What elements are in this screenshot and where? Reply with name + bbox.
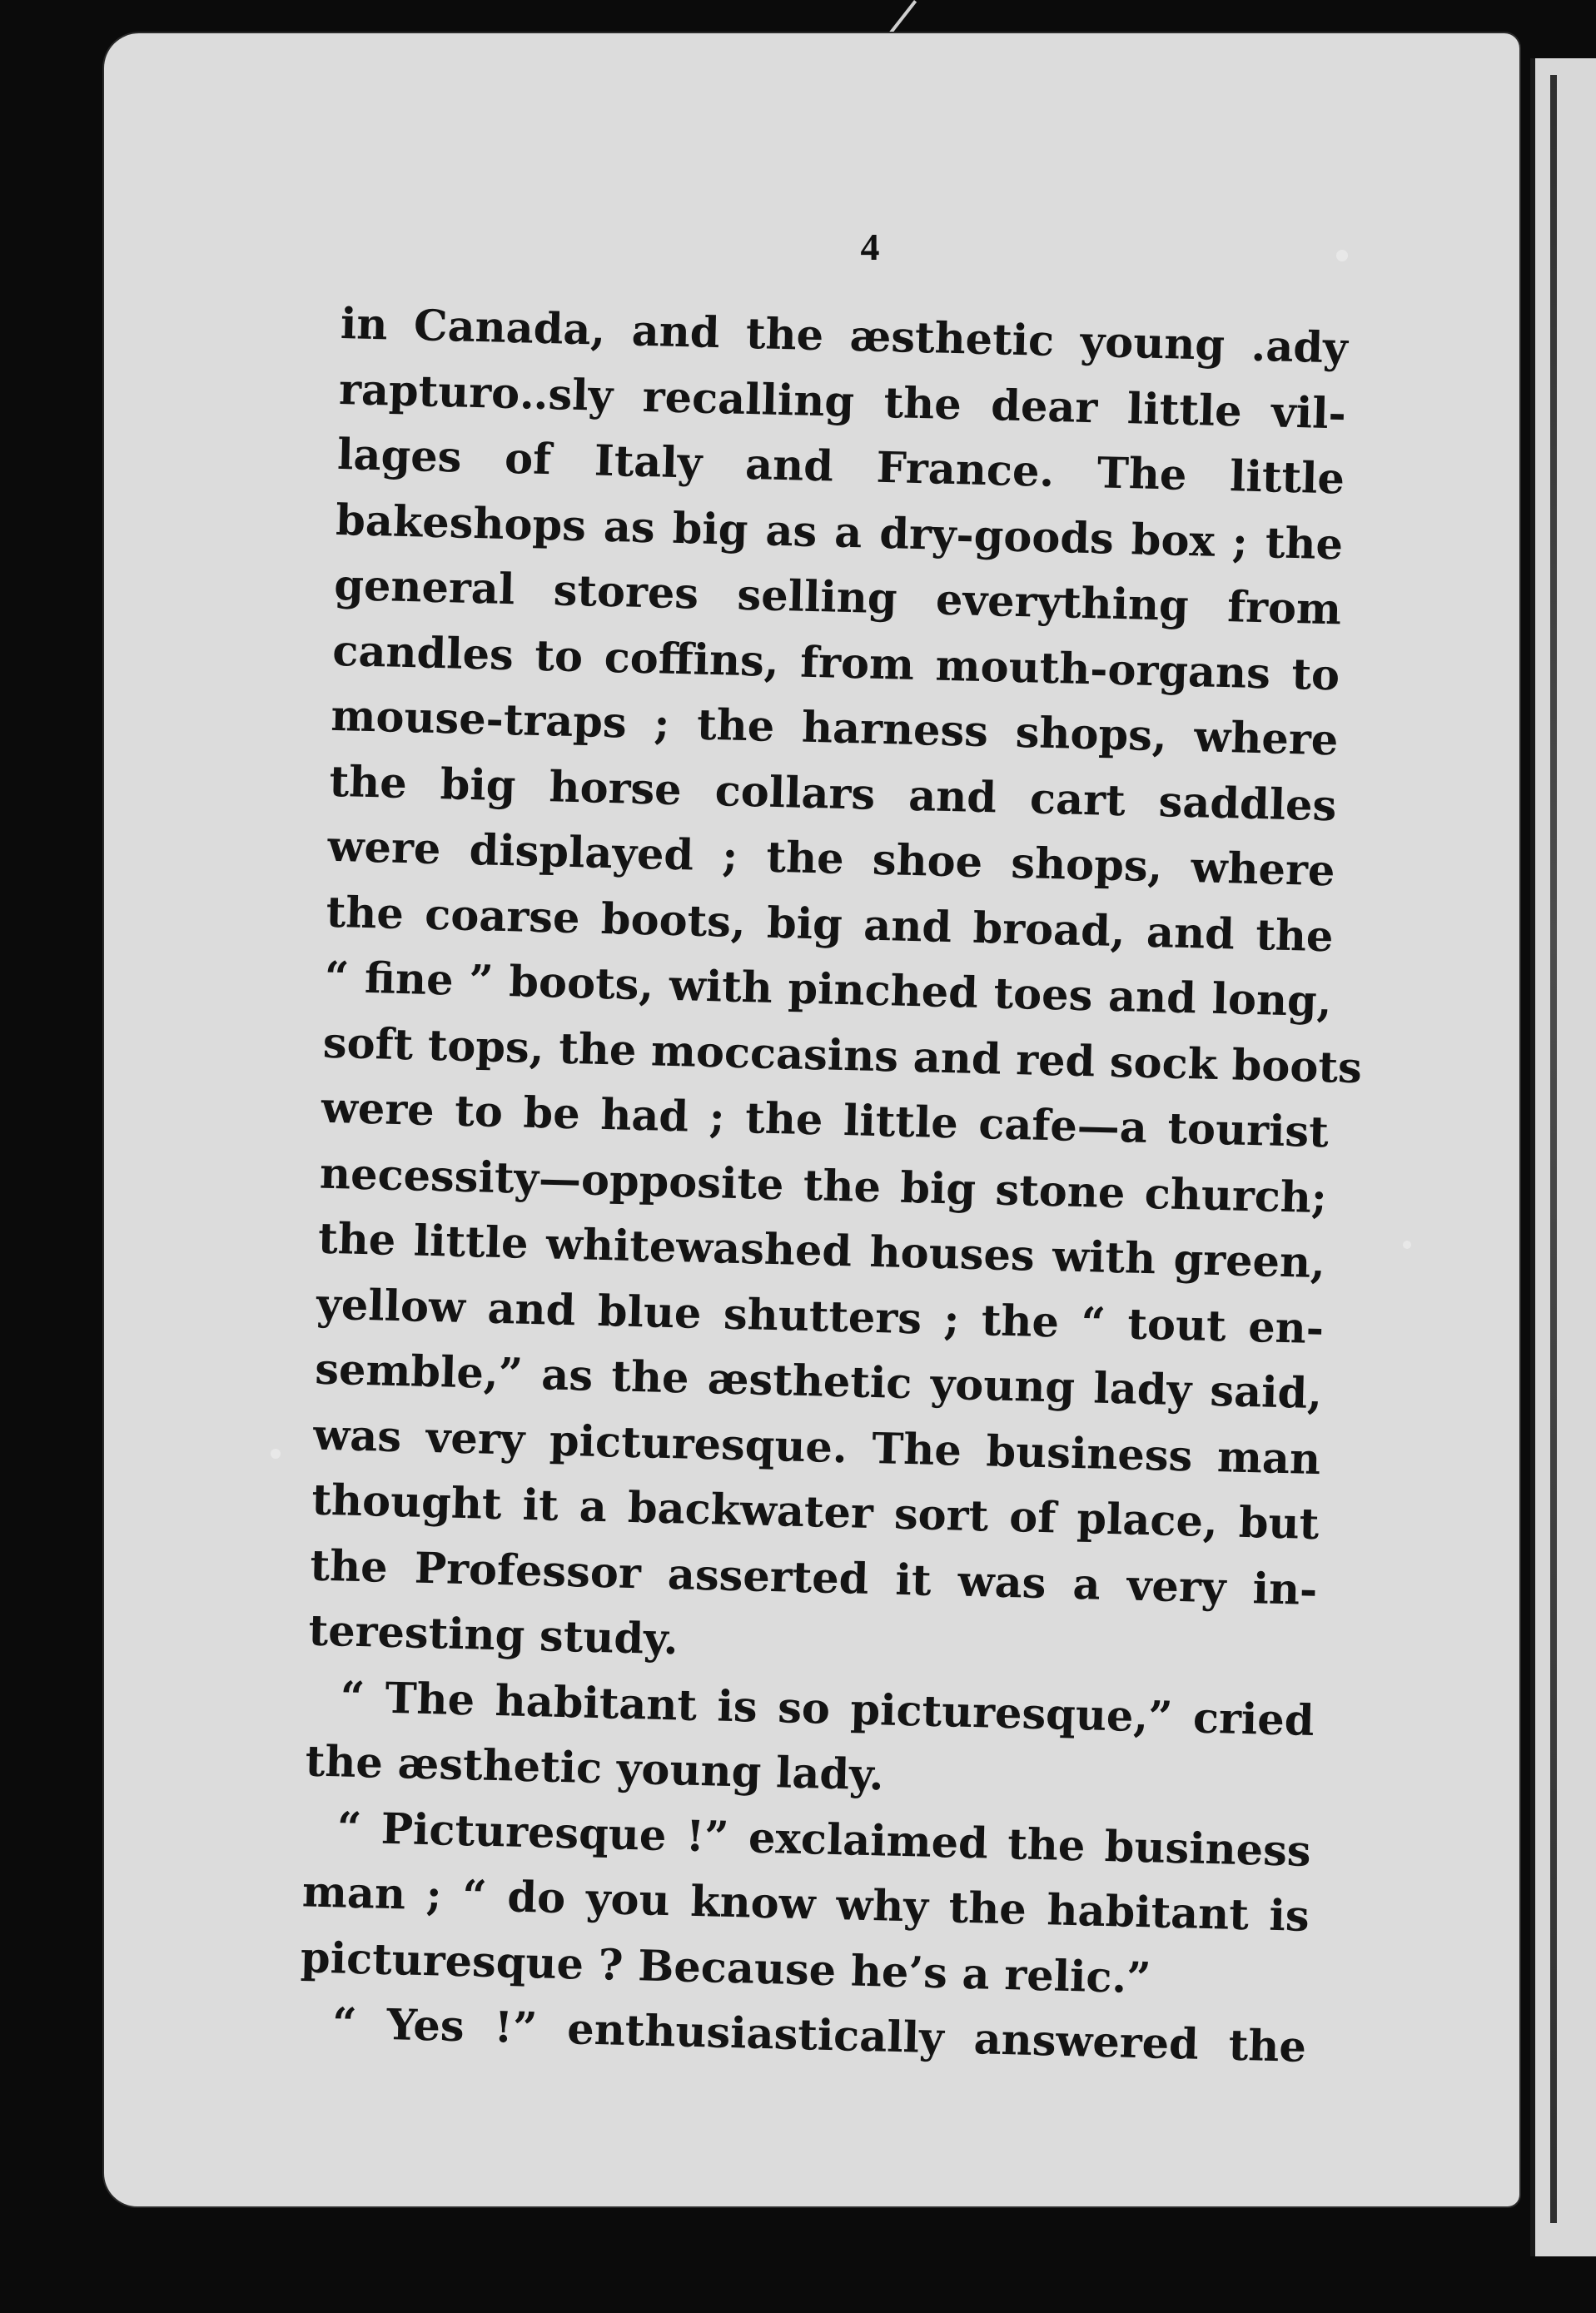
text-line: teresting study.: [307, 1605, 679, 1665]
text-line: lages of Italy and France. The little: [336, 429, 1345, 505]
page-gutter-shadow: [1550, 75, 1557, 2223]
dust-speck: [1336, 250, 1348, 261]
text-line: picturesque ? Because he’s a relic.”: [300, 1932, 1152, 2003]
text-line: rapturo‥sly recalling the dear little vil-: [338, 364, 1347, 440]
text-line: “ Yes !” enthusiastically answered the: [331, 1998, 1307, 2072]
text-line: yellow and blue shutters ; the “ tout en-: [316, 1279, 1325, 1354]
text-line: semble,” as the æsthetic young lady said,: [314, 1344, 1323, 1420]
text-line: necessity—opposite the big stone church;: [319, 1148, 1328, 1223]
text-line: the æsthetic young lady.: [305, 1736, 885, 1801]
text-line: “ The habitant is so picturesque,” cried: [340, 1671, 1315, 1746]
text-line: thought it a backwater sort of place, but: [311, 1475, 1320, 1550]
page-number: 4: [860, 226, 880, 268]
text-line: bakeshops as big as a dry-goods box ; the: [335, 495, 1344, 570]
text-line: were displayed ; the shoe shops, where: [326, 821, 1336, 897]
dust-speck: [1403, 1241, 1411, 1249]
text-line: general stores selling everything from: [333, 560, 1342, 635]
text-line: in Canada, and the æsthetic young ․ady: [340, 298, 1349, 374]
text-line: the Professor asserted it was a very in-: [309, 1540, 1318, 1615]
text-line: soft tops, the moccasins and red sock boots: [322, 1017, 1363, 1093]
text-line: the little whitewashed houses with green,: [317, 1213, 1326, 1289]
text-line: “ fine ” boots, with pinched toes and long,: [324, 952, 1333, 1027]
text-line: were to be had ; the little cafe—a tourist: [321, 1082, 1330, 1158]
adjacent-page-edge: [1530, 58, 1596, 2256]
text-line: man ; “ do you know why the habitant is: [301, 1867, 1310, 1942]
text-line: the coarse boots, big and broad, and the: [326, 887, 1335, 962]
text-line: mouse-traps ; the harness shops, where: [330, 690, 1339, 766]
text-line: was very picturesque. The business man: [312, 1410, 1321, 1485]
body-text: [298, 291, 1363, 2080]
text-line: the big horse collars and cart saddles: [328, 756, 1337, 831]
text-line: “ Picturesque !” exclaimed the business: [336, 1802, 1312, 1877]
text-line: candles to coffins, from mouth-organs to: [331, 625, 1340, 700]
dust-speck: [271, 1449, 281, 1459]
